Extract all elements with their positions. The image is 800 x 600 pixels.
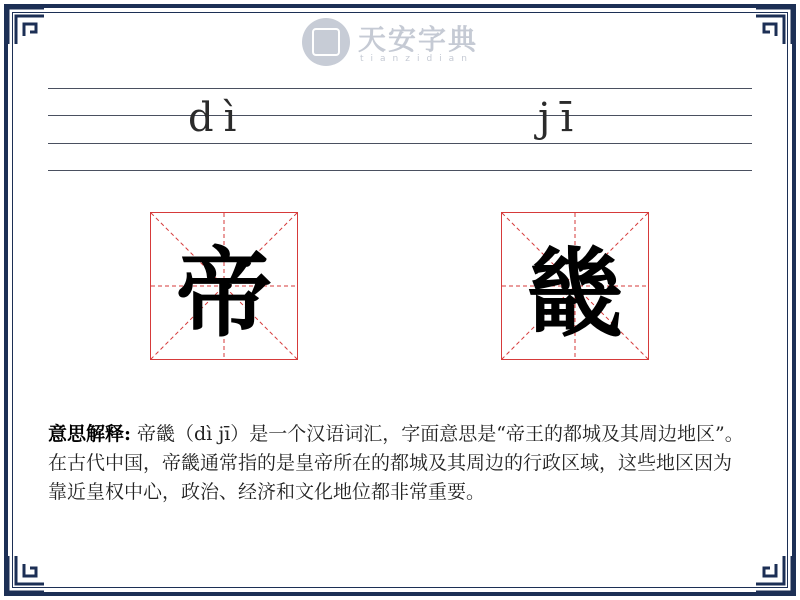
character-grid-1 xyxy=(150,212,298,360)
corner-ornament-icon xyxy=(4,552,48,596)
logo-icon xyxy=(302,18,350,66)
character-2: 畿 xyxy=(527,237,623,350)
meaning-text: 帝畿（dì jī）是一个汉语词汇，字面意思是“帝王的都城及其周边地区”。在古代中国，帝畿通常指的是皇帝所在的都城及其周边的行政区域，这些地区因为靠近皇权中心，政治、经济和文化地位都非常重要。 xyxy=(48,423,744,503)
corner-ornament-icon xyxy=(4,4,48,48)
character-1: 帝 xyxy=(176,237,272,350)
pinyin-line xyxy=(48,115,752,116)
pinyin-2: jī xyxy=(538,95,584,141)
meaning-label: 意思解释: xyxy=(48,423,132,445)
pinyin-line xyxy=(48,143,752,144)
corner-ornament-icon xyxy=(752,552,796,596)
watermark-name: 天安字典 xyxy=(358,23,479,56)
watermark-subtitle: tianzidian xyxy=(360,54,474,64)
character-grid-2 xyxy=(501,212,649,360)
pinyin-line xyxy=(48,170,752,171)
site-watermark xyxy=(302,14,502,70)
meaning-paragraph xyxy=(48,420,748,507)
pinyin-line xyxy=(48,88,752,89)
pinyin-1: dì xyxy=(188,95,247,141)
corner-ornament-icon xyxy=(752,4,796,48)
